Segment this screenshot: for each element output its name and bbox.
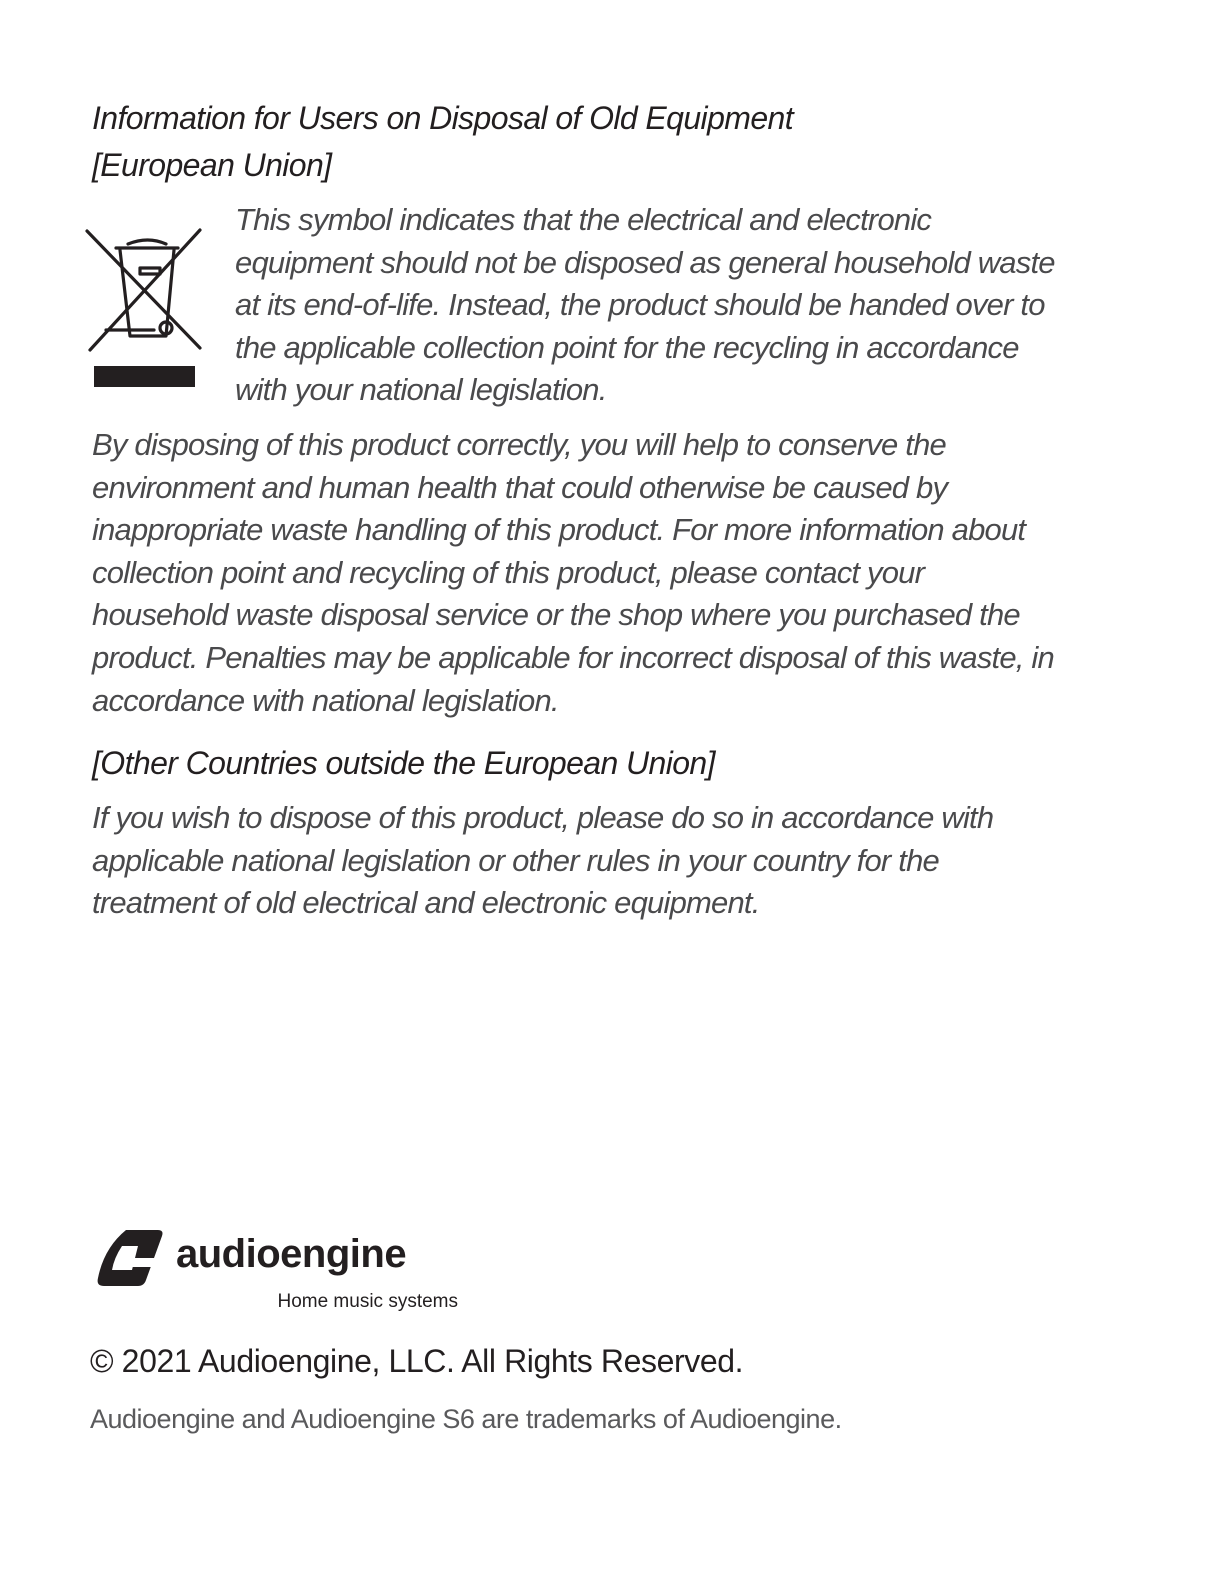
audioengine-logo (92, 1224, 472, 1316)
other-countries-paragraph (92, 797, 993, 925)
text-line: at its end-of-life. Instead, the product should be handed over to (235, 287, 1045, 323)
text-line: household waste disposal service or the shop where you purchased the (92, 597, 1020, 633)
brand-tagline: Home music systems (277, 1291, 458, 1312)
text-line: treatment of old electrical and electronic equipment. (92, 885, 760, 921)
eu-disposal-paragraph (92, 424, 1054, 722)
symbol-description (235, 199, 1055, 412)
text-line: By disposing of this product correctly, you will help to conserve the (92, 427, 947, 462)
text-line: product. Penalties may be applicable for incorrect disposal of this waste, in (92, 639, 1054, 675)
copyright-notice: © 2021 Audioengine, LLC. All Rights Reserved. (90, 1343, 744, 1379)
text-line: collection point and recycling of this product, please contact your (92, 554, 925, 590)
audioengine-mark-icon (98, 1230, 163, 1286)
text-line: with your national legislation. (235, 372, 607, 408)
crossed-out-wheelie-bin-icon (82, 226, 208, 392)
trademark-notice: Audioengine and Audioengine S6 are trademarks of Audioengine. (90, 1404, 842, 1434)
brand-name: audioengine (176, 1232, 407, 1276)
other-countries-heading: [Other Countries outside the European Union] (92, 745, 715, 781)
text-line: If you wish to dispose of this product, please do so in accordance with (92, 800, 994, 835)
text-line: This symbol indicates that the electrical and electronic (235, 202, 932, 237)
text-line: the applicable collection point for the recycling in accordance (235, 329, 1019, 365)
text-line: applicable national legislation or other rules in your country for the (92, 842, 939, 878)
text-line: environment and human health that could otherwise be caused by (92, 469, 948, 505)
text-line: equipment should not be disposed as general household waste (235, 244, 1055, 280)
eu-heading: [European Union] (92, 147, 332, 183)
text-line: inappropriate waste handling of this product. For more information about (92, 512, 1026, 548)
text-line: accordance with national legislation. (92, 682, 559, 718)
disposal-title: Information for Users on Disposal of Old Equipment (92, 100, 794, 136)
